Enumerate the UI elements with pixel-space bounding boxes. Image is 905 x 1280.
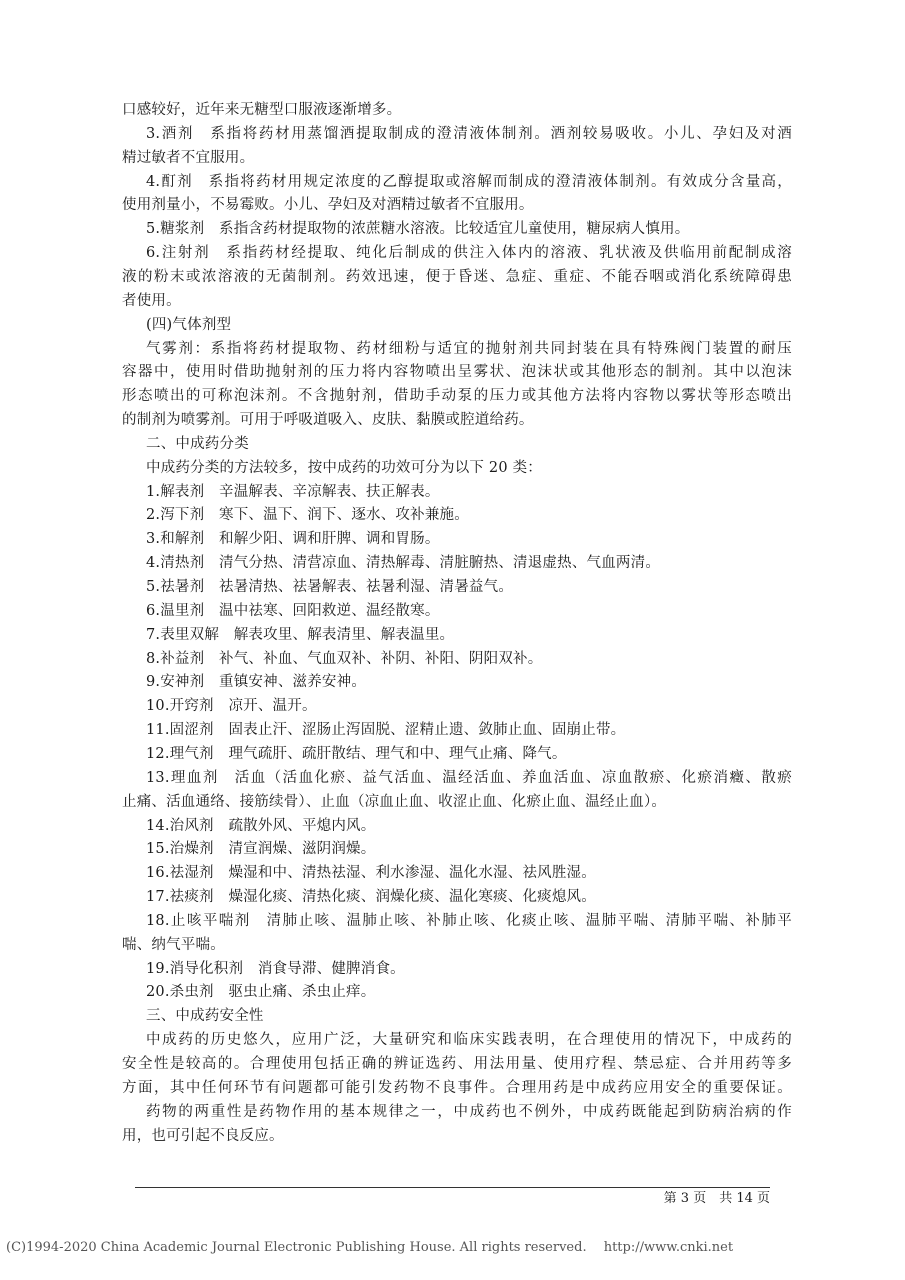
text-line: 容器中，使用时借助抛射剂的压力将内容物喷出呈雾状、泡沫状或其他形态的制剂。其中以泡沫	[122, 364, 792, 381]
text-line: 20.杀虫剂 驱虫止痛、杀虫止痒。	[146, 984, 376, 1001]
text-line: 使用剂量小，不易霉败。小儿、孕妇及对酒精过敏者不宜服用。	[122, 197, 534, 214]
text-line: 1.解表剂 辛温解表、辛凉解表、扶正解表。	[146, 483, 440, 500]
text-line: 8.补益剂 补气、补血、气血双补、补阴、补阳、阴阳双补。	[146, 650, 543, 667]
text-line: 4.酊剂 系指将药材用规定浓度的乙醇提取或溶解而制成的澄清液体制剂。有效成分含量高，	[146, 173, 792, 190]
text-line: 17.祛痰剂 燥湿化痰、清热化痰、润燥化痰、温化寒痰、化痰熄风。	[146, 889, 596, 906]
text-line: 的制剂为喷雾剂。可用于呼吸道吸入、皮肤、黏膜或腔道给药。	[122, 412, 534, 429]
text-line: 13.理血剂 活血（活血化瘀、益气活血、温经活血、养血活血、凉血散瘀、化瘀消癥、散瘀	[146, 769, 792, 786]
text-line: 6.注射剂 系指药材经提取、纯化后制成的供注入体内的溶液、乳状液及供临用前配制成溶	[146, 245, 792, 262]
footer-rule	[135, 1187, 770, 1188]
text-line: 用，也可引起不良反应。	[122, 1127, 284, 1144]
text-line: 3.和解剂 和解少阳、调和肝脾、调和胃肠。	[146, 531, 440, 548]
text-line: 14.治风剂 疏散外风、平熄内风。	[146, 817, 376, 834]
text-line: 口感较好，近年来无糖型口服液逐渐增多。	[122, 102, 402, 118]
copyright-notice: (C)1994-2020 China Academic Journal Electronic Publishing House. All rights reserved. http://www.cnki.net	[6, 1240, 734, 1255]
text-line: 18.止咳平喘剂 清肺止咳、温肺止咳、补肺止咳、化痰止咳、温肺平喘、清肺平喘、补肺平	[146, 912, 792, 929]
text-line: 12.理气剂 理气疏肝、疏肝散结、理气和中、理气止痛、降气。	[146, 745, 567, 762]
text-line: 方面，其中任何环节有问题都可能引发药物不良事件。合理用药是中成药应用安全的重要保证。	[122, 1079, 792, 1096]
text-line: 气雾剂：系指将药材提取物、药材细粉与适宜的抛射剂共同封装在具有特殊阀门装置的耐压	[146, 340, 792, 357]
text-line: 15.治燥剂 清宣润燥、滋阴润燥。	[146, 841, 376, 858]
text-line: 11.固涩剂 固表止汗、涩肠止泻固脱、涩精止遗、敛肺止血、固崩止带。	[146, 722, 626, 739]
page-number: 第 3 页 共 14 页	[663, 1191, 770, 1206]
text-line: 5.祛暑剂 祛暑清热、祛暑解表、祛暑利湿、清暑益气。	[146, 579, 514, 595]
text-line: 安全性是较高的。合理使用包括正确的辨证选药、用法用量、使用疗程、禁忌症、合并用药等多	[122, 1056, 792, 1072]
text-line: 16.祛湿剂 燥湿和中、清热祛湿、利水渗湿、温化水湿、祛风胜湿。	[146, 865, 596, 882]
text-line: 三、中成药安全性	[146, 1008, 264, 1025]
text-line: 19.消导化积剂 消食导滞、健脾消食。	[146, 960, 405, 977]
text-line: 9.安神剂 重镇安神、滋养安神。	[146, 674, 367, 691]
text-line: 4.清热剂 清气分热、清营凉血、清热解毒、清脏腑热、清退虚热、气血两清。	[146, 555, 661, 572]
text-line: 3.酒剂 系指将药材用蒸馏酒提取制成的澄清液体制剂。酒剂较易吸收。小儿、孕妇及对酒	[146, 125, 792, 142]
text-line: 药物的两重性是药物作用的基本规律之一，中成药也不例外，中成药既能起到防病治病的作	[146, 1103, 792, 1120]
text-line: 7.表里双解 解表攻里、解表清里、解表温里。	[146, 626, 455, 643]
text-line: 二、中成药分类	[146, 435, 249, 452]
text-line: 中成药分类的方法较多，按中成药的功效可分为以下 20 类：	[146, 459, 542, 476]
text-line: (四)气体剂型	[146, 316, 232, 333]
text-line: 5.糖浆剂 系指含药材提取物的浓蔗糖水溶液。比较适宜儿童使用，糖尿病人慎用。	[146, 221, 690, 238]
text-line: 精过敏者不宜服用。	[122, 149, 255, 166]
text-line: 喘、纳气平喘。	[122, 936, 225, 953]
text-line: 者使用。	[122, 292, 181, 309]
text-line: 形态喷出的可称泡沫剂。不含抛射剂，借助手动泵的压力或其他方法将内容物以雾状等形态喷出	[122, 388, 792, 405]
text-line: 液的粉末或浓溶液的无菌制剂。药效迅速，便于昏迷、急症、重症、不能吞咽或消化系统障碍患	[122, 268, 792, 285]
text-line: 2.泻下剂 寒下、温下、润下、逐水、攻补兼施。	[146, 507, 469, 524]
text-line: 10.开窍剂 凉开、温开。	[146, 698, 317, 715]
text-line: 中成药的历史悠久，应用广泛，大量研究和临床实践表明，在合理使用的情况下，中成药的	[146, 1032, 792, 1049]
text-line: 6.温里剂 温中祛寒、回阳救逆、温经散寒。	[146, 602, 440, 619]
text-line: 止痛、活血通络、接筋续骨）、止血（凉血止血、收涩止血、化瘀止血、温经止血）。	[122, 793, 667, 810]
